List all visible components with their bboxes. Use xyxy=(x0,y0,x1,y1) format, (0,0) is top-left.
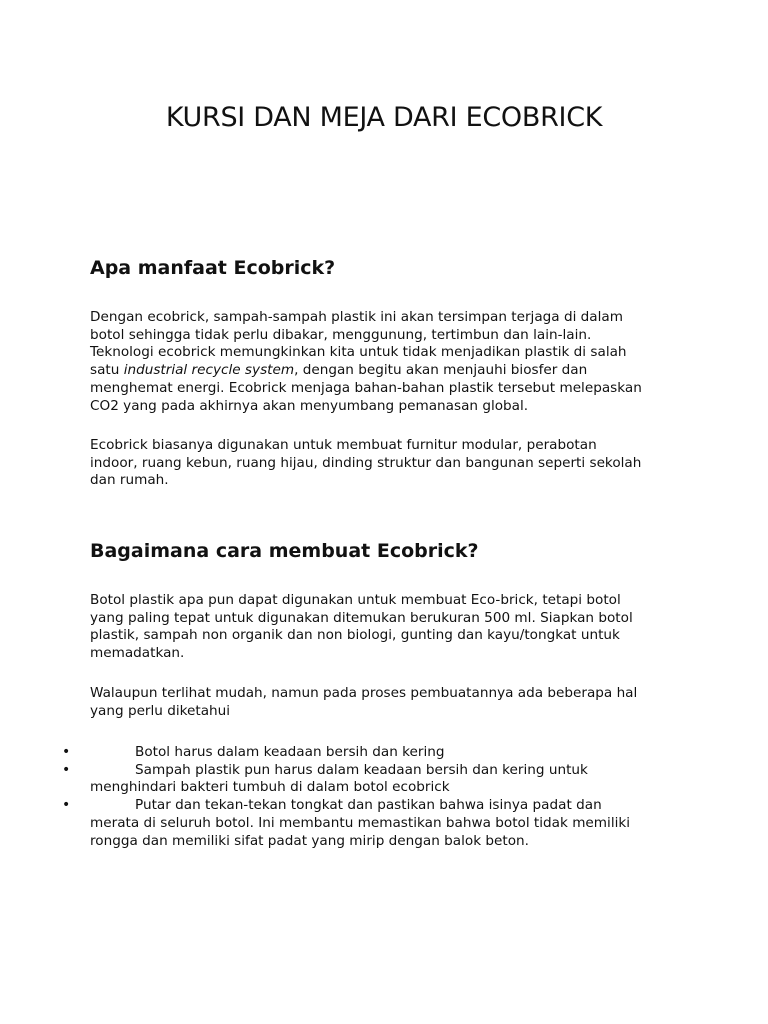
bullet-marker: • xyxy=(62,797,71,814)
text-line: merata di seluruh botol. Ini membantu memastikan bahwa botol tidak memiliki xyxy=(90,814,631,831)
list-item xyxy=(60,744,720,762)
text-line: Putar dan tekan-tekan tongkat dan pastikan bahwa isinya padat dan xyxy=(135,797,602,814)
text-line: memadatkan. xyxy=(90,645,185,662)
section-heading-how-to: Bagaimana cara membuat Ecobrick? xyxy=(90,540,479,562)
paragraph-how-to-2 xyxy=(90,685,690,720)
list-item xyxy=(60,797,720,850)
text-run: satu xyxy=(90,362,124,379)
text-line: indoor, ruang kebun, ruang hijau, dinding struktur dan bangunan seperti sekolah xyxy=(90,454,642,471)
text-line: yang perlu diketahui xyxy=(90,702,231,719)
text-line: Sampah plastik pun harus dalam keadaan bersih dan kering untuk xyxy=(135,761,588,778)
text-line: plastik, sampah non organik dan non biologi, gunting dan kayu/tongkat untuk xyxy=(90,627,620,644)
list-item xyxy=(60,762,720,797)
bullet-marker: • xyxy=(62,761,71,778)
text-line: menghemat energi. Ecobrick menjaga bahan-bahan plastik tersebut melepaskan xyxy=(90,379,642,396)
tips-list xyxy=(60,744,720,850)
paragraph-how-to-1 xyxy=(90,592,690,663)
text-line: Botol plastik apa pun dapat digunakan untuk membuat Eco-brick, tetapi botol xyxy=(90,592,621,608)
text-line: Ecobrick biasanya digunakan untuk membuat furnitur modular, perabotan xyxy=(90,437,597,453)
text-line: Dengan ecobrick, sampah-sampah plastik ini akan tersimpan terjaga di dalam xyxy=(90,309,623,325)
section-heading-benefits: Apa manfaat Ecobrick? xyxy=(90,257,336,279)
text-run: , dengan begitu akan menjauhi biosfer dan xyxy=(294,362,588,379)
document-title: KURSI DAN MEJA DARI ECOBRICK xyxy=(165,102,603,133)
text-line: dan rumah. xyxy=(90,472,169,489)
text-line: CO2 yang pada akhirnya akan menyumbang pemanasan global. xyxy=(90,397,529,414)
text-line: botol sehingga tidak perlu dibakar, menggunung, tertimbun dan lain-lain. xyxy=(90,326,592,343)
text-line: menghindari bakteri tumbuh di dalam botol ecobrick xyxy=(90,779,450,796)
text-line xyxy=(90,362,690,380)
text-line: Botol harus dalam keadaan bersih dan kering xyxy=(135,744,445,760)
text-line: Walaupun terlihat mudah, namun pada proses pembuatannya ada beberapa hal xyxy=(90,685,638,701)
paragraph-benefits-1 xyxy=(90,309,690,415)
italic-term: industrial recycle system xyxy=(123,362,295,379)
text-line: yang paling tepat untuk digunakan ditemukan berukuran 500 ml. Siapkan botol xyxy=(90,609,633,626)
bullet-marker: • xyxy=(62,744,71,760)
text-line: rongga dan memiliki sifat padat yang mirip dengan balok beton. xyxy=(90,832,529,849)
paragraph-benefits-2 xyxy=(90,437,690,490)
text-line: Teknologi ecobrick memungkinkan kita untuk tidak menjadikan plastik di salah xyxy=(90,344,627,361)
